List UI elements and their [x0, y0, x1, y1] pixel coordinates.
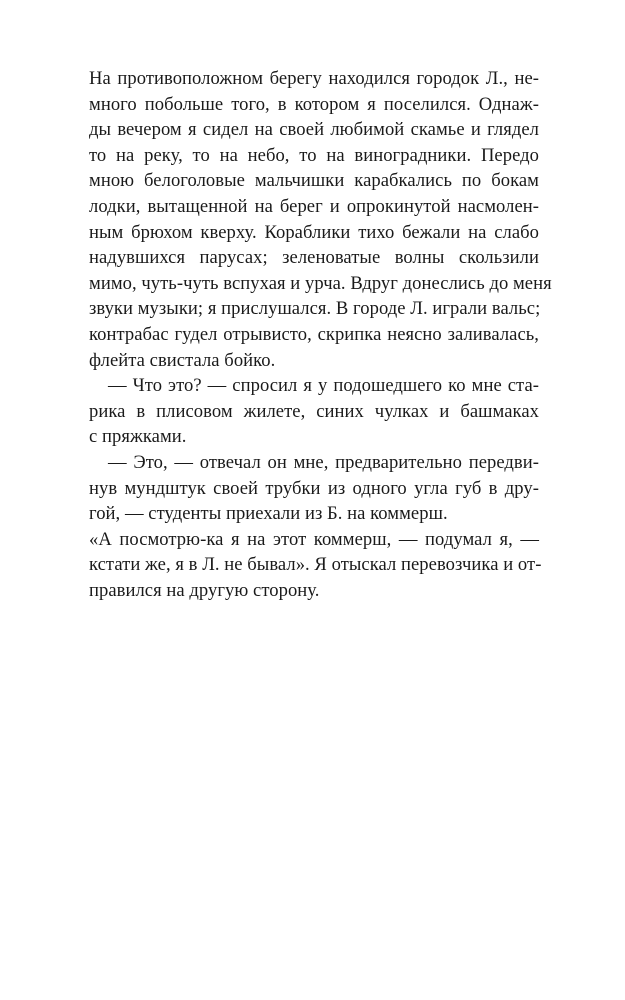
paragraph-1	[89, 66, 552, 373]
text-line: много побольше того, в котором я поселился. Однаж-	[89, 93, 539, 115]
paragraph-4	[89, 527, 542, 604]
text-line: с пряжками.	[89, 426, 187, 448]
text-line: флейта свистала бойко.	[89, 349, 276, 371]
text-line: — Что это? — спросил я у подошедшего ко мне ста-	[108, 375, 539, 397]
text-line: кстати же, я в Л. не бывал». Я отыскал перевозчика и от-	[89, 554, 542, 576]
text-line: мимо, чуть-чуть вспухая и урча. Вдруг донеслись до меня	[89, 272, 552, 294]
text-line: то на реку, то на небо, то на виноградники. Передо	[89, 144, 539, 166]
text-line: лодки, вытащенной на берег и опрокинутой насмолен-	[89, 195, 539, 217]
text-line: мною белоголовые мальчишки карабкались по бокам	[89, 170, 539, 192]
text-line: гой, — студенты приехали из Б. на коммерш.	[89, 503, 448, 525]
text-line: рика в плисовом жилете, синих чулках и башмаках	[89, 400, 539, 422]
text-line: нув мундштук своей трубки из одного угла губ в дру-	[89, 477, 539, 499]
paragraph-2	[89, 373, 539, 450]
text-line: «А посмотрю-ка я на этот коммерш, — подумал я, —	[89, 528, 539, 550]
text-line: ды вечером я сидел на своей любимой скамье и глядел	[89, 119, 539, 141]
text-line: правился на другую сторону.	[89, 579, 320, 601]
text-line: — Это, — отвечал он мне, предварительно передви-	[108, 451, 539, 473]
text-line: надувшихся парусах; зеленоватые волны скользили	[89, 247, 539, 269]
text-line: ным брюхом кверху. Кораблики тихо бежали на слабо	[89, 221, 539, 243]
text-line: На противоположном берегу находился городок Л., не-	[89, 68, 539, 89]
paragraph-3	[89, 450, 539, 527]
text-line: контрабас гудел отрывисто, скрипка неясно заливалась,	[89, 323, 539, 345]
text-line: звуки музыки; я прислушался. В городе Л. играли вальс;	[89, 298, 541, 320]
page-text	[89, 66, 552, 603]
